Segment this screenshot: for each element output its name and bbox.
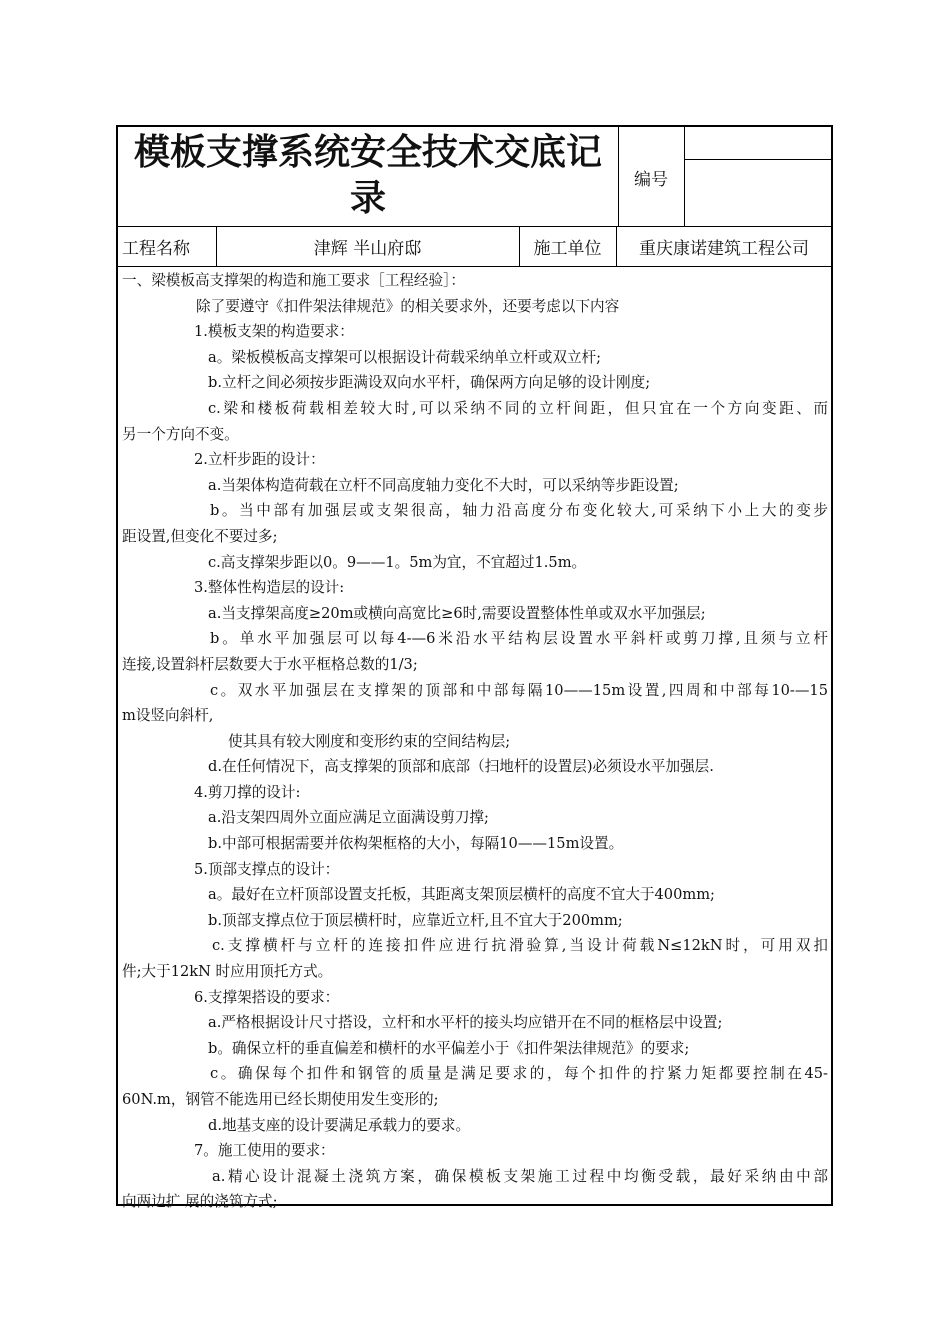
text-line: c.梁和楼板荷载相差较大时,可以采纳不同的立杆间距，但只宜在一个方向变距、而	[208, 399, 828, 417]
text-line: a.当架体构造荷载在立杆不同高度轴力变化不大时，可以采纳等步距设置;	[208, 476, 679, 494]
text-line: 60N.m，钢管不能选用已经长期使用发生变形的;	[122, 1091, 439, 1108]
item-heading: 1.模板支架的构造要求：	[194, 323, 354, 341]
disclosure-content	[122, 268, 828, 1215]
item-heading: 2.立杆步距的设计：	[194, 451, 325, 469]
text-line: b.顶部支撑点位于顶层横杆时，应靠近立杆,且不宜大于200mm;	[208, 911, 623, 929]
text-line: b.中部可根据需要并依构架框格的大小，每隔10——15m设置。	[208, 835, 624, 853]
intro-line: 除了要遵守《扣件架法律规范》的相关要求外，还要考虑以下内容	[196, 297, 620, 315]
item-heading: 4.剪刀撑的设计:	[194, 783, 301, 801]
text-line: m设竖向斜杆,	[122, 707, 214, 725]
divider-project-row	[117, 266, 832, 267]
divider-number-value	[684, 127, 685, 226]
text-line: a.当支撑架高度≥20m或横向高宽比≥6时,需要设置整体性单或双水平加强层;	[208, 604, 706, 622]
item-heading: 5.顶部支撑点的设计：	[194, 860, 340, 878]
construction-unit-label: 施工单位	[533, 239, 602, 259]
number-label: 编号	[634, 169, 668, 190]
text-line: a.精心设计混凝土浇筑方案，确保模板支架施工过程中均衡受载，最好采纳由中部	[212, 1167, 828, 1185]
text-line: a。最好在立杆顶部设置支托板，其距离支架顶层横杆的高度不宜大于400mm;	[208, 886, 715, 904]
text-line: b。确保立杆的垂直偏差和横杆的水平偏差小于《扣件架法律规范》的要求;	[208, 1039, 690, 1057]
number-value	[686, 160, 830, 224]
text-line: a.沿支架四周外立面应满足立面满设剪刀撑;	[208, 809, 489, 827]
text-line: b。单水平加强层可以每4-—6米沿水平结构层设置水平斜杆或剪刀撑,且须与立杆	[210, 630, 828, 648]
project-name-label: 工程名称	[122, 239, 190, 259]
item-heading: 3.整体性构造层的设计:	[194, 579, 345, 597]
construction-unit-value: 重庆康诺建筑工程公司	[639, 239, 809, 259]
item-heading: 7。施工使用的要求：	[194, 1142, 335, 1160]
section-heading: 一、梁模板高支撑架的构造和施工要求［工程经验］：	[122, 272, 465, 289]
text-line: d.在任何情况下，高支撑架的顶部和底部（扫地杆的设置层)必须设水平加强层.	[208, 758, 714, 776]
text-line: d.地基支座的设计要满足承载力的要求。	[208, 1116, 471, 1134]
text-line: 连接,设置斜杆层数要大于水平框格总数的1/3;	[122, 655, 418, 673]
text-line: c.支撑横杆与立杆的连接扣件应进行抗滑验算,当设计荷载N≤12kN时，可用双扣	[212, 937, 828, 955]
text-line: c.高支撑架步距以0。9——1。5m为宜，不宜超过1.5m。	[208, 553, 587, 571]
project-name-value: 津辉 半山府邸	[313, 239, 422, 259]
text-line: b。当中部有加强层或支架很高，轴力沿高度分布变化较大,可采纳下小上大的变步	[210, 502, 828, 520]
text-line: a.严格根据设计尺寸搭设，立杆和水平杆的接头均应错开在不同的框格层中设置;	[208, 1014, 723, 1032]
text-line: c。双水平加强层在支撑架的顶部和中部每隔10——15m设置,四周和中部每10-—15	[210, 681, 828, 699]
text-line: c。确保每个扣件和钢管的质量是满足要求的，每个扣件的拧紧力矩都要控制在45-	[210, 1065, 828, 1083]
text-line: a。梁板模板高支撑架可以根据设计荷载采纳单立杆或双立杆;	[208, 348, 602, 366]
text-line: 使其具有较大刚度和变形约束的空间结构层;	[228, 732, 511, 750]
document-title: 模板支撑系统安全技术交底记录	[133, 132, 602, 219]
text-line: 距设置,但变化不要过多;	[122, 527, 278, 545]
item-heading: 6.支撑架搭设的要求：	[194, 988, 340, 1006]
text-line: 件;大于12kN 时应用顶托方式。	[122, 963, 333, 981]
text-line: 向两边扩 展的浇筑方式;	[122, 1193, 278, 1211]
text-line: 另一个方向不变。	[122, 425, 239, 443]
text-line: b.立杆之间必须按步距满设双向水平杆，确保两方向足够的设计刚度;	[208, 374, 651, 392]
